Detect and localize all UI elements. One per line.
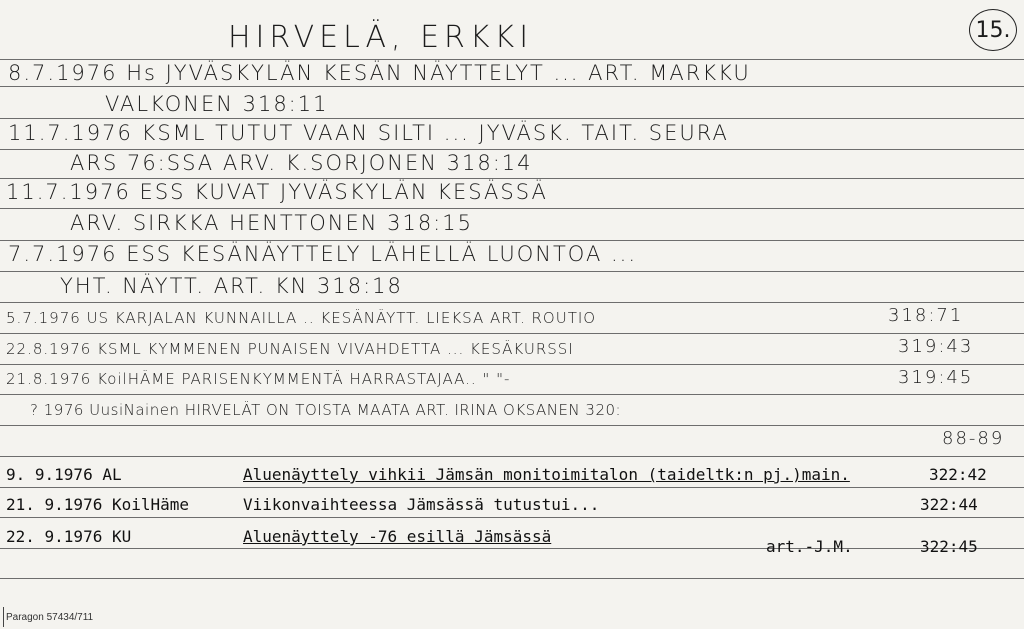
- rule-line: [0, 302, 1024, 303]
- entry-line: VALKONEN 318:11: [105, 92, 329, 116]
- card-number: 15.: [969, 9, 1017, 51]
- entry-line: 8.7.1976 Hs JYVÄSKYLÄN KESÄN NÄYTTELYT ... ART. MARKKU: [8, 61, 751, 85]
- rule-line: [0, 178, 1024, 179]
- rule-line: [0, 149, 1024, 150]
- entry-ref: 319:45: [898, 367, 974, 388]
- entry-line: 11.7.1976 KSML TUTUT VAAN SILTI ... JYVÄSK. TAIT. SEURA: [8, 121, 729, 145]
- rule-line: [0, 86, 1024, 87]
- typed-author: art.-J.M.: [766, 537, 853, 556]
- rule-line: [0, 394, 1024, 395]
- entry-ref: 319:43: [898, 336, 974, 357]
- rule-line: [0, 517, 1024, 518]
- typed-ref: 322:42: [929, 465, 987, 484]
- entry-text: 5.7.1976 US KARJALAN KUNNAILLA .. KESÄNÄYTT. LIEKSA ART. ROUTIO: [6, 309, 597, 327]
- rule-line: [0, 240, 1024, 241]
- typed-date: 9. 9.1976 AL: [6, 465, 122, 484]
- entry-text: ? 1976 UusiNainen HIRVELÄT ON TOISTA MAATA ART. IRINA OKSANEN 320:: [30, 401, 622, 419]
- rule-line: [0, 208, 1024, 209]
- rule-line: [0, 548, 1024, 549]
- typed-date: 21. 9.1976 KoilHäme: [6, 495, 190, 514]
- entry-text: 21.8.1976 KoilHÄME PARISENKYMMENTÄ HARRASTAJAA.. " "-: [6, 370, 511, 388]
- typed-ref: 322:44: [920, 495, 978, 514]
- entry-line: ARS 76:SSA ARV. K.SORJONEN 318:14: [70, 151, 533, 175]
- rule-line: [0, 59, 1024, 60]
- typed-title: Aluenäyttely -76 esillä Jämsässä: [243, 527, 552, 546]
- rule-line: [0, 487, 1024, 488]
- rule-line: [0, 425, 1024, 426]
- rule-line: [0, 364, 1024, 365]
- typed-title: Aluenäyttely vihkii Jämsän monitoimitalon (taideltk:n pj.)main.: [243, 465, 850, 484]
- margin-tick: [3, 607, 4, 627]
- rule-line: [0, 118, 1024, 119]
- entry-ref: 318:71: [888, 305, 964, 326]
- rule-line: [0, 271, 1024, 272]
- entry-text: 22.8.1976 KSML KYMMENEN PUNAISEN VIVAHDETTA ... KESÄKURSSI: [6, 340, 574, 358]
- typed-title: Viikonvaihteessa Jämsässä tutustui...: [243, 495, 600, 514]
- entry-ref: 88-89: [942, 428, 1005, 449]
- rule-line: [0, 456, 1024, 457]
- typed-ref: 322:45: [920, 537, 978, 556]
- printer-mark: Paragon 57434/711: [6, 612, 94, 623]
- entry-line: 7.7.1976 ESS KESÄNÄYTTELY LÄHELLÄ LUONTOA ...: [8, 242, 638, 266]
- entry-line: ARV. SIRKKA HENTTONEN 318:15: [70, 211, 473, 235]
- typed-date: 22. 9.1976 KU: [6, 527, 132, 546]
- rule-line: [0, 578, 1024, 579]
- card-title: HIRVELÄ, ERKKI: [228, 20, 534, 55]
- rule-line: [0, 333, 1024, 334]
- entry-line: YHT. NÄYTT. ART. KN 318:18: [60, 274, 403, 298]
- entry-line: 11.7.1976 ESS KUVAT JYVÄSKYLÄN KESÄSSÄ: [6, 180, 548, 204]
